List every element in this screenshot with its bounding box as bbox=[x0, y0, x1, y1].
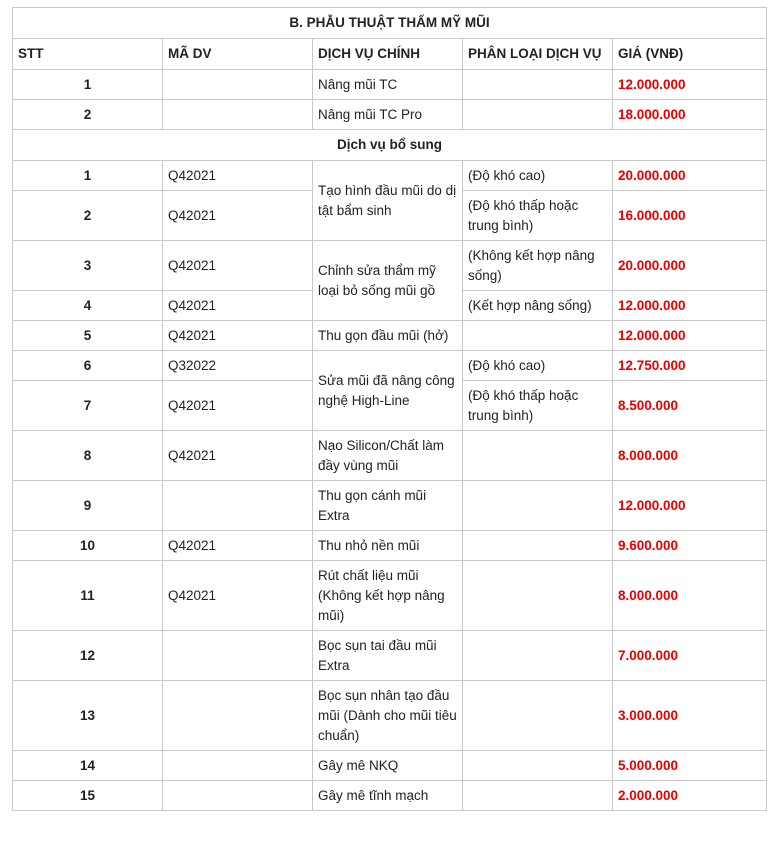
row-stt: 2 bbox=[13, 191, 163, 241]
table-row bbox=[13, 351, 767, 381]
row-stt: 12 bbox=[13, 631, 163, 681]
row-code bbox=[163, 751, 313, 781]
row-type bbox=[463, 751, 613, 781]
header-code: MÃ DV bbox=[163, 39, 313, 70]
table-row bbox=[13, 321, 767, 351]
row-stt: 8 bbox=[13, 431, 163, 481]
row-service: Thu gọn đầu mũi (hở) bbox=[313, 321, 463, 351]
row-type bbox=[463, 431, 613, 481]
table-row bbox=[13, 161, 767, 191]
header-price: GIÁ (VNĐ) bbox=[613, 39, 767, 70]
row-price: 7.000.000 bbox=[613, 631, 767, 681]
row-service: Gây mê tĩnh mạch bbox=[313, 781, 463, 811]
row-stt: 5 bbox=[13, 321, 163, 351]
row-type bbox=[463, 561, 613, 631]
table-row bbox=[13, 751, 767, 781]
row-type bbox=[463, 481, 613, 531]
row-code: Q42021 bbox=[163, 161, 313, 191]
row-code: Q42021 bbox=[163, 561, 313, 631]
row-type: (Kết hợp nâng sống) bbox=[463, 291, 613, 321]
row-service: Bọc sụn tai đầu mũi Extra bbox=[313, 631, 463, 681]
row-code: Q42021 bbox=[163, 191, 313, 241]
row-stt: 1 bbox=[13, 70, 163, 100]
row-service: Gây mê NKQ bbox=[313, 751, 463, 781]
row-type: (Độ khó thấp hoặc trung bình) bbox=[463, 191, 613, 241]
row-code: Q42021 bbox=[163, 381, 313, 431]
row-price: 2.000.000 bbox=[613, 781, 767, 811]
row-type: (Độ khó cao) bbox=[463, 351, 613, 381]
section-title: Dịch vụ bổ sung bbox=[13, 130, 767, 161]
table-row bbox=[13, 531, 767, 561]
table-row bbox=[13, 681, 767, 751]
row-service: Nạo Silicon/Chất làm đầy vùng mũi bbox=[313, 431, 463, 481]
row-stt: 13 bbox=[13, 681, 163, 751]
row-stt: 3 bbox=[13, 241, 163, 291]
row-code: Q42021 bbox=[163, 291, 313, 321]
row-price: 18.000.000 bbox=[613, 100, 767, 130]
row-service: Tạo hình đầu mũi do dị tật bẩm sinh bbox=[313, 161, 463, 241]
row-price: 20.000.000 bbox=[613, 241, 767, 291]
row-service: Nâng mũi TC bbox=[313, 70, 463, 100]
row-stt: 2 bbox=[13, 100, 163, 130]
row-service: Thu nhỏ nền mũi bbox=[313, 531, 463, 561]
row-stt: 1 bbox=[13, 161, 163, 191]
row-code: Q42021 bbox=[163, 321, 313, 351]
row-code bbox=[163, 100, 313, 130]
row-code bbox=[163, 781, 313, 811]
row-code bbox=[163, 70, 313, 100]
row-stt: 9 bbox=[13, 481, 163, 531]
table-row bbox=[13, 481, 767, 531]
row-code: Q42021 bbox=[163, 431, 313, 481]
table-row bbox=[13, 431, 767, 481]
row-price: 8.000.000 bbox=[613, 561, 767, 631]
row-price: 12.000.000 bbox=[613, 481, 767, 531]
row-price: 9.600.000 bbox=[613, 531, 767, 561]
row-type bbox=[463, 781, 613, 811]
row-service: Nâng mũi TC Pro bbox=[313, 100, 463, 130]
table-row bbox=[13, 561, 767, 631]
row-stt: 7 bbox=[13, 381, 163, 431]
row-code: Q42021 bbox=[163, 531, 313, 561]
row-service: Bọc sụn nhân tạo đầu mũi (Dành cho mũi tiêu chuẩn) bbox=[313, 681, 463, 751]
row-type bbox=[463, 531, 613, 561]
row-price: 5.000.000 bbox=[613, 751, 767, 781]
row-service: Sửa mũi đã nâng công nghệ High-Line bbox=[313, 351, 463, 431]
row-stt: 10 bbox=[13, 531, 163, 561]
row-price: 8.000.000 bbox=[613, 431, 767, 481]
table-row bbox=[13, 100, 767, 130]
row-price: 3.000.000 bbox=[613, 681, 767, 751]
header-stt: STT bbox=[13, 39, 163, 70]
row-price: 12.750.000 bbox=[613, 351, 767, 381]
row-type: (Độ khó thấp hoặc trung bình) bbox=[463, 381, 613, 431]
row-stt: 14 bbox=[13, 751, 163, 781]
row-type bbox=[463, 321, 613, 351]
row-code: Q32022 bbox=[163, 351, 313, 381]
row-service: Rút chất liệu mũi (Không kết hợp nâng mũi) bbox=[313, 561, 463, 631]
header-type: PHÂN LOẠI DỊCH VỤ bbox=[463, 39, 613, 70]
row-price: 8.500.000 bbox=[613, 381, 767, 431]
row-stt: 6 bbox=[13, 351, 163, 381]
row-service: Chỉnh sửa thẩm mỹ loại bỏ sống mũi gồ bbox=[313, 241, 463, 321]
row-type: (Độ khó cao) bbox=[463, 161, 613, 191]
row-type bbox=[463, 100, 613, 130]
row-code bbox=[163, 481, 313, 531]
row-code bbox=[163, 681, 313, 751]
row-price: 12.000.000 bbox=[613, 321, 767, 351]
row-type bbox=[463, 681, 613, 751]
row-code: Q42021 bbox=[163, 241, 313, 291]
row-stt: 4 bbox=[13, 291, 163, 321]
table-row bbox=[13, 241, 767, 291]
row-price: 12.000.000 bbox=[613, 70, 767, 100]
row-type: (Không kết hợp nâng sống) bbox=[463, 241, 613, 291]
header-row bbox=[13, 39, 767, 70]
row-stt: 15 bbox=[13, 781, 163, 811]
row-price: 16.000.000 bbox=[613, 191, 767, 241]
row-price: 20.000.000 bbox=[613, 161, 767, 191]
header-service: DỊCH VỤ CHÍNH bbox=[313, 39, 463, 70]
row-price: 12.000.000 bbox=[613, 291, 767, 321]
table-row bbox=[13, 70, 767, 100]
row-service: Thu gọn cánh mũi Extra bbox=[313, 481, 463, 531]
row-type bbox=[463, 631, 613, 681]
row-code bbox=[163, 631, 313, 681]
row-type bbox=[463, 70, 613, 100]
price-table bbox=[12, 7, 767, 811]
table-row bbox=[13, 631, 767, 681]
table-title: B. PHẪU THUẬT THẨM MỸ MŨI bbox=[13, 8, 767, 39]
row-stt: 11 bbox=[13, 561, 163, 631]
table-row bbox=[13, 781, 767, 811]
